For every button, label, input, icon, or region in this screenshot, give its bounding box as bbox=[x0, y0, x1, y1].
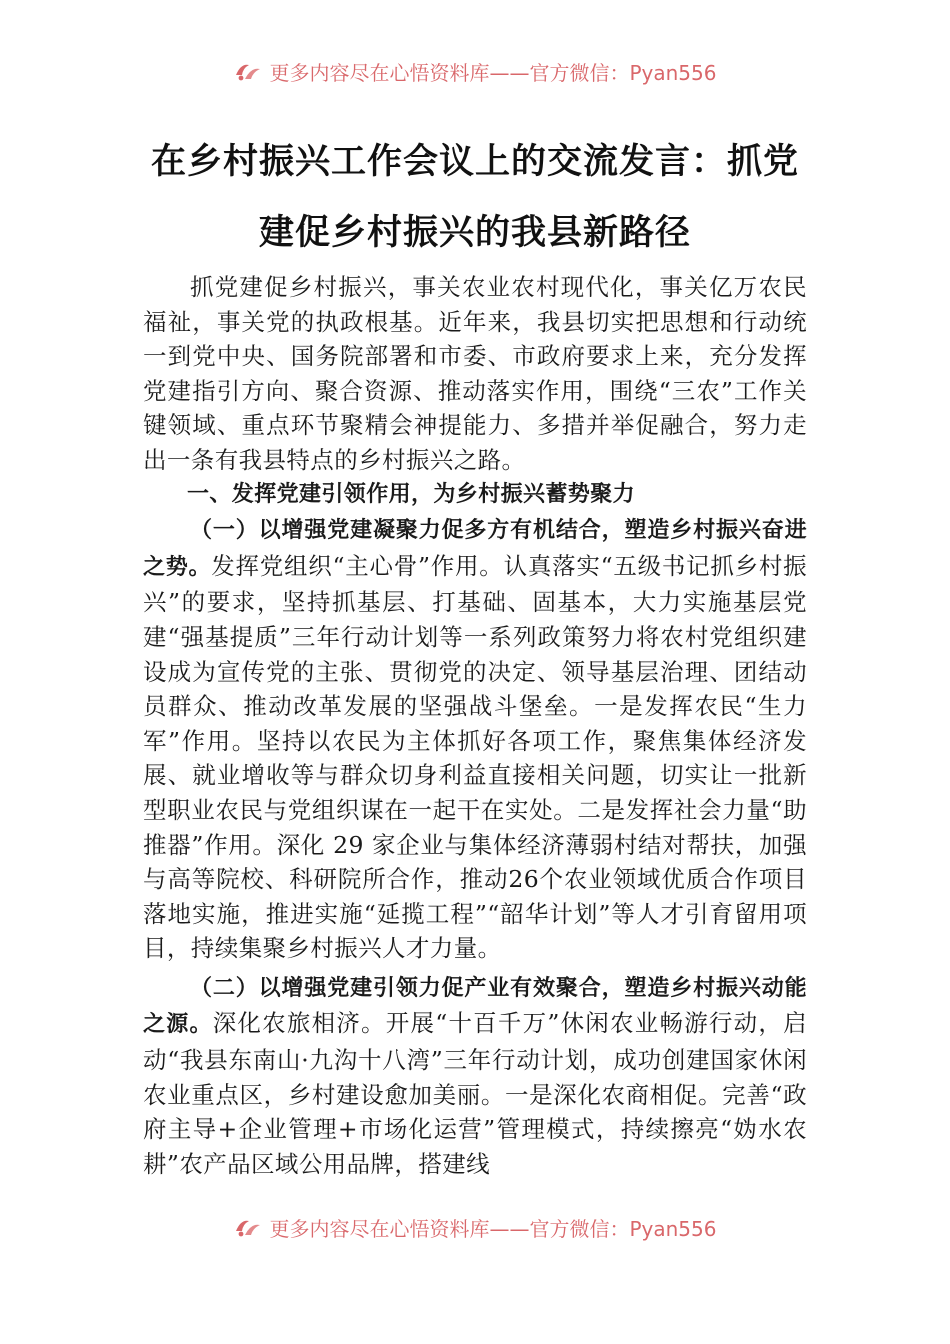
subsection-1-paragraph bbox=[143, 512, 807, 966]
document-title-line-2: 建促乡村振兴的我县新路径 bbox=[258, 212, 691, 253]
document-title-line-1: 在乡村振兴工作会议上的交流发言：抓党 bbox=[150, 141, 799, 182]
document-body bbox=[143, 270, 807, 1181]
subsection-1-body: 发挥党组织“主心骨”作用。认真落实“五级书记抓乡村振兴”的要求，坚持抓基层、打基础、固基本，大力实施基层党建“强基提质”三年行动计划等一系列政策努力将农村党组织建设成为宣传党的主张、贯彻党的决定、领导基层治理、团结动员群众、推动改革发展的坚强战斗堡垒。一是发挥农民“生力军”作用。坚持以农民为主体抓好各项工作，聚焦集体经济发展、就业增收等与群众切身利益直接相关问题，切实让一批新型职业农民与党组织谋在一起干在实处。二是发挥社会力量“助推器”作用。深化 29 家企业与集体经济薄弱村结对帮扶，加强与高等院校、科研院所合作，推动26个农业领域优质合作项目落地实施，推进实施“延揽工程”“韶华计划”等人才引育留用项目，持续集聚乡村振兴人才力量。 bbox=[143, 551, 807, 963]
watermark-text: 更多内容尽在心悟资料库——官方微信：Pyan556 bbox=[269, 60, 717, 85]
watermark-banner-bottom bbox=[0, 1212, 950, 1242]
brand-logo-icon bbox=[233, 1215, 263, 1239]
subsection-2-paragraph bbox=[143, 970, 807, 1182]
brand-logo-icon bbox=[233, 59, 263, 83]
watermark-banner-top bbox=[0, 56, 950, 86]
section-1-heading: 一、发挥党建引领作用，为乡村振兴蓄势聚力 bbox=[187, 481, 636, 507]
intro-paragraph: 抓党建促乡村振兴，事关农业农村现代化，事关亿万农民福祉，事关党的执政根基。近年来，我县切实把思想和行动统一到党中央、国务院部署和市委、市政府要求上来，充分发挥党建指引方向、聚合资源、推动落实作用，围绕“三农”工作关键领域、重点环节聚精会神提能力、多措并举促融合，努力走出一条有我县特点的乡村振兴之路。 bbox=[143, 273, 807, 474]
subsection-1-lead: （一）以增强党建凝聚力促多方有机结合，塑造乡村振兴奋进之势。 bbox=[143, 518, 807, 580]
subsection-2-body: 深化农旅相济。开展“十百千万”休闲农业畅游行动，启动“我县东南山·九沟十八湾”三年行动计划，成功创建国家休闲农业重点区，乡村建设愈加美丽。一是深化农商相促。完善“政府主导+企业管理+市场化运营”管理模式，持续擦亮“妫水农耕”农产品区域公用品牌，搭建线 bbox=[143, 1009, 808, 1178]
watermark-text: 更多内容尽在心悟资料库——官方微信：Pyan556 bbox=[269, 1216, 717, 1241]
subsection-2-lead: （二）以增强党建引领力促产业有效聚合，塑造乡村振兴动能之源。 bbox=[143, 975, 807, 1038]
